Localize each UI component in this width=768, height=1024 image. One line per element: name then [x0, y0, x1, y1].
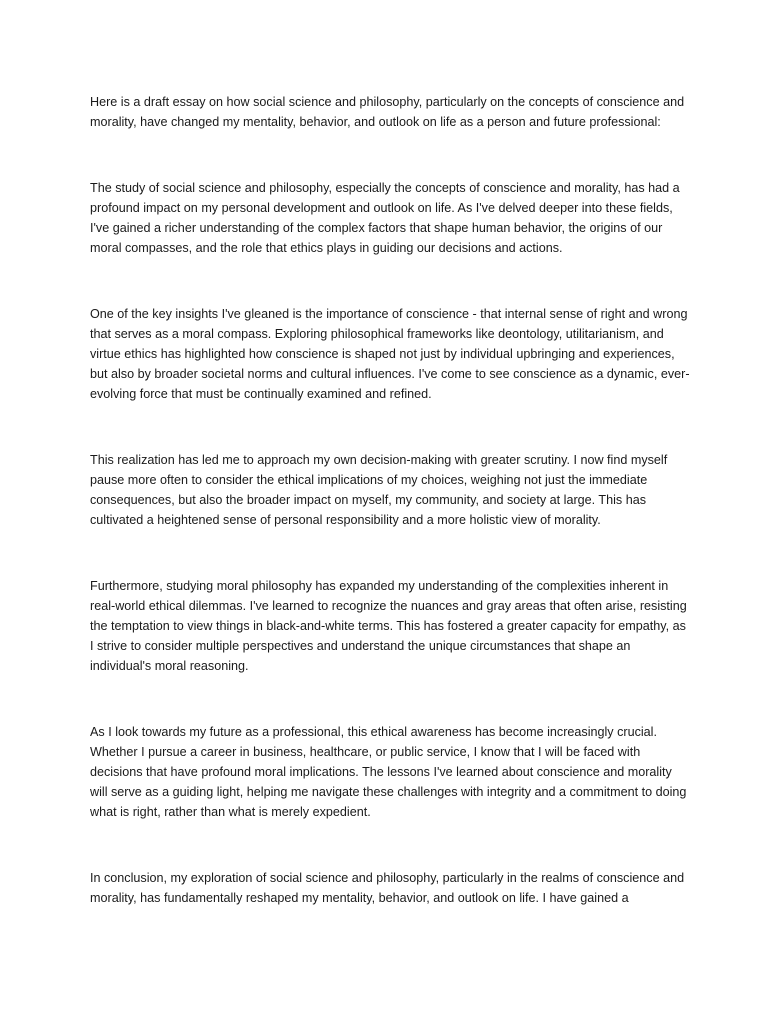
essay-paragraph-1: The study of social science and philosophy, especially the concepts of conscience and morality, has had a profound impact on my personal development and outlook on life. As I've delved deeper into these fields, I've gained a richer understanding of the complex factors that shape human behavior, the origins of our moral compasses, and the role that ethics plays in guiding our decisions and actions.	[90, 181, 680, 255]
essay-body	[90, 92, 690, 908]
essay-paragraph-4: Furthermore, studying moral philosophy has expanded my understanding of the complexities inherent in real-world ethical dilemmas. I've learned to recognize the nuances and gray areas that often arise, resisting the temptation to view things in black-and-white terms. This has fostered a greater capacity for empathy, as I strive to consider multiple perspectives and understand the unique circumstances that shape an individual's moral reasoning.	[90, 579, 687, 673]
essay-paragraph-5: As I look towards my future as a professional, this ethical awareness has become increasingly crucial. Whether I pursue a career in business, healthcare, or public service, I know that I will be faced with decisions that have profound moral implications. The lessons I've learned about conscience and morality will serve as a guiding light, helping me navigate these challenges with integrity and a commitment to doing what is right, rather than what is merely expedient.	[90, 725, 687, 819]
intro-paragraph: Here is a draft essay on how social science and philosophy, particularly on the concepts of conscience and morality, have changed my mentality, behavior, and outlook on life as a person and future professional:	[90, 95, 685, 129]
essay-paragraph-3: This realization has led me to approach my own decision-making with greater scrutiny. I now find myself pause more often to consider the ethical implications of my choices, weighing not just the immediate consequences, but also the broader impact on myself, my community, and society at large. This has cultivated a heightened sense of personal responsibility and a more holistic view of morality.	[90, 453, 668, 527]
conclusion-paragraph: In conclusion, my exploration of social science and philosophy, particularly in the realms of conscience and morality, has fundamentally reshaped my mentality, behavior, and outlook on life. I have gained a	[90, 871, 685, 905]
essay-paragraph-2: One of the key insights I've gleaned is the importance of conscience - that internal sense of right and wrong that serves as a moral compass. Exploring philosophical frameworks like deontology, utilitarianism, and virtue ethics has highlighted how conscience is shaped not just by individual upbringing and experiences, but also by broader societal norms and cultural influences. I've come to see conscience as a dynamic, ever-evolving force that must be continually examined and refined.	[90, 307, 690, 401]
